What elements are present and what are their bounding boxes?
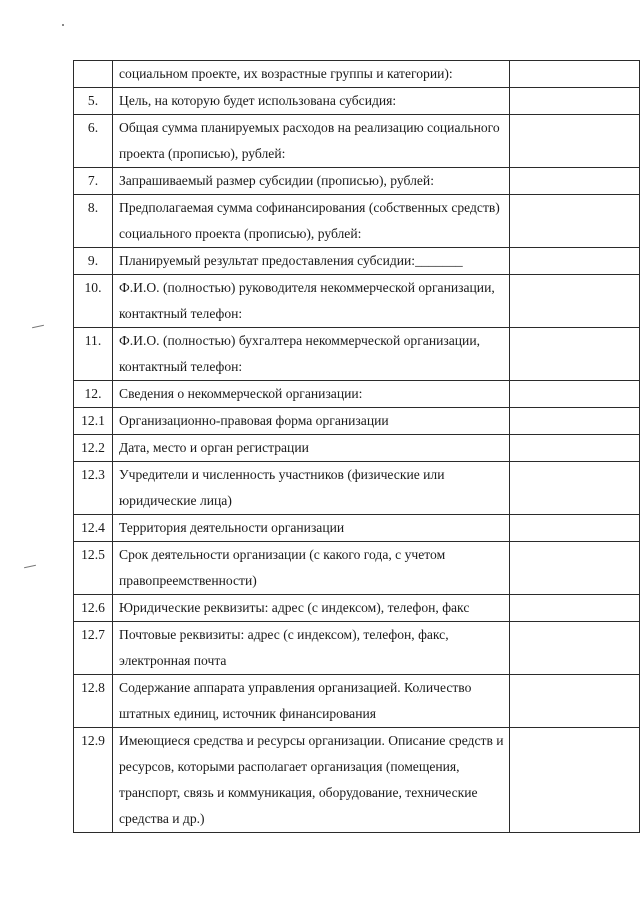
row-answer-cell[interactable]: [510, 728, 640, 833]
row-label: Общая сумма планируемых расходов на реализацию социального проекта (прописью), рублей:: [113, 115, 510, 168]
form-row: [74, 275, 640, 328]
form-row: [74, 542, 640, 595]
row-label: социальном проекте, их возрастные группы и категории):: [113, 61, 510, 88]
row-number: 12.: [74, 381, 113, 408]
form-row: [74, 328, 640, 381]
row-label: Учредители и численность участников (физические или юридические лица): [113, 462, 510, 515]
form-row: [74, 728, 640, 833]
row-answer-cell[interactable]: [510, 328, 640, 381]
row-label: Ф.И.О. (полностью) бухгалтера некоммерческой организации, контактный телефон:: [113, 328, 510, 381]
row-number: 12.7: [74, 622, 113, 675]
form-row: [74, 515, 640, 542]
scan-mark-left-lower: [24, 565, 36, 568]
row-answer-cell[interactable]: [510, 88, 640, 115]
row-answer-cell[interactable]: [510, 462, 640, 515]
form-row: [74, 115, 640, 168]
row-answer-cell[interactable]: [510, 115, 640, 168]
row-answer-cell[interactable]: [510, 408, 640, 435]
row-answer-cell[interactable]: [510, 275, 640, 328]
form-row: [74, 168, 640, 195]
form-row: [74, 408, 640, 435]
row-answer-cell[interactable]: [510, 622, 640, 675]
row-label: Почтовые реквизиты: адрес (с индексом), телефон, факс, электронная почта: [113, 622, 510, 675]
row-number: 8.: [74, 195, 113, 248]
row-label: Организационно-правовая форма организации: [113, 408, 510, 435]
row-label: Дата, место и орган регистрации: [113, 435, 510, 462]
row-answer-cell[interactable]: [510, 542, 640, 595]
row-number: 5.: [74, 88, 113, 115]
row-answer-cell[interactable]: [510, 61, 640, 88]
row-number: 10.: [74, 275, 113, 328]
row-label: Содержание аппарата управления организацией. Количество штатных единиц, источник финансирования: [113, 675, 510, 728]
form-row: [74, 195, 640, 248]
row-label: Ф.И.О. (полностью) руководителя некоммерческой организации, контактный телефон:: [113, 275, 510, 328]
form-row: [74, 595, 640, 622]
row-number: 12.3: [74, 462, 113, 515]
form-table-body: [74, 61, 640, 833]
row-answer-cell[interactable]: [510, 381, 640, 408]
row-number: 12.5: [74, 542, 113, 595]
row-number: 6.: [74, 115, 113, 168]
row-number: 12.2: [74, 435, 113, 462]
form-row: [74, 88, 640, 115]
row-number: 9.: [74, 248, 113, 275]
form-row: [74, 435, 640, 462]
row-label: Территория деятельности организации: [113, 515, 510, 542]
form-row: [74, 675, 640, 728]
row-label: Запрашиваемый размер субсидии (прописью), рублей:: [113, 168, 510, 195]
form-row: [74, 622, 640, 675]
row-number: 11.: [74, 328, 113, 381]
row-label: Планируемый результат предоставления субсидии:_______: [113, 248, 510, 275]
row-answer-cell[interactable]: [510, 595, 640, 622]
row-answer-cell[interactable]: [510, 515, 640, 542]
row-answer-cell[interactable]: [510, 195, 640, 248]
row-label: Юридические реквизиты: адрес (с индексом), телефон, факс: [113, 595, 510, 622]
form-row: [74, 248, 640, 275]
row-number: 12.9: [74, 728, 113, 833]
row-number: 12.6: [74, 595, 113, 622]
application-form-table: [73, 60, 640, 833]
row-label: Сведения о некоммерческой организации:: [113, 381, 510, 408]
row-number: [74, 61, 113, 88]
row-label: Цель, на которую будет использована субсидия:: [113, 88, 510, 115]
row-answer-cell[interactable]: [510, 675, 640, 728]
form-row: [74, 462, 640, 515]
scan-mark-left-upper: [32, 325, 44, 328]
form-row: [74, 381, 640, 408]
row-number: 12.4: [74, 515, 113, 542]
row-number: 12.8: [74, 675, 113, 728]
row-number: 12.1: [74, 408, 113, 435]
row-answer-cell[interactable]: [510, 248, 640, 275]
scan-speck: [62, 24, 64, 26]
row-label: Срок деятельности организации (с какого года, с учетом правопреемственности): [113, 542, 510, 595]
form-row: [74, 61, 640, 88]
row-answer-cell[interactable]: [510, 168, 640, 195]
row-number: 7.: [74, 168, 113, 195]
row-label: Имеющиеся средства и ресурсы организации. Описание средств и ресурсов, которыми располагает организация (помещения, транспорт, связь и коммуникация, оборудование, технические средства и др.): [113, 728, 510, 833]
row-label: Предполагаемая сумма софинансирования (собственных средств) социального проекта (прописью), рублей:: [113, 195, 510, 248]
row-answer-cell[interactable]: [510, 435, 640, 462]
